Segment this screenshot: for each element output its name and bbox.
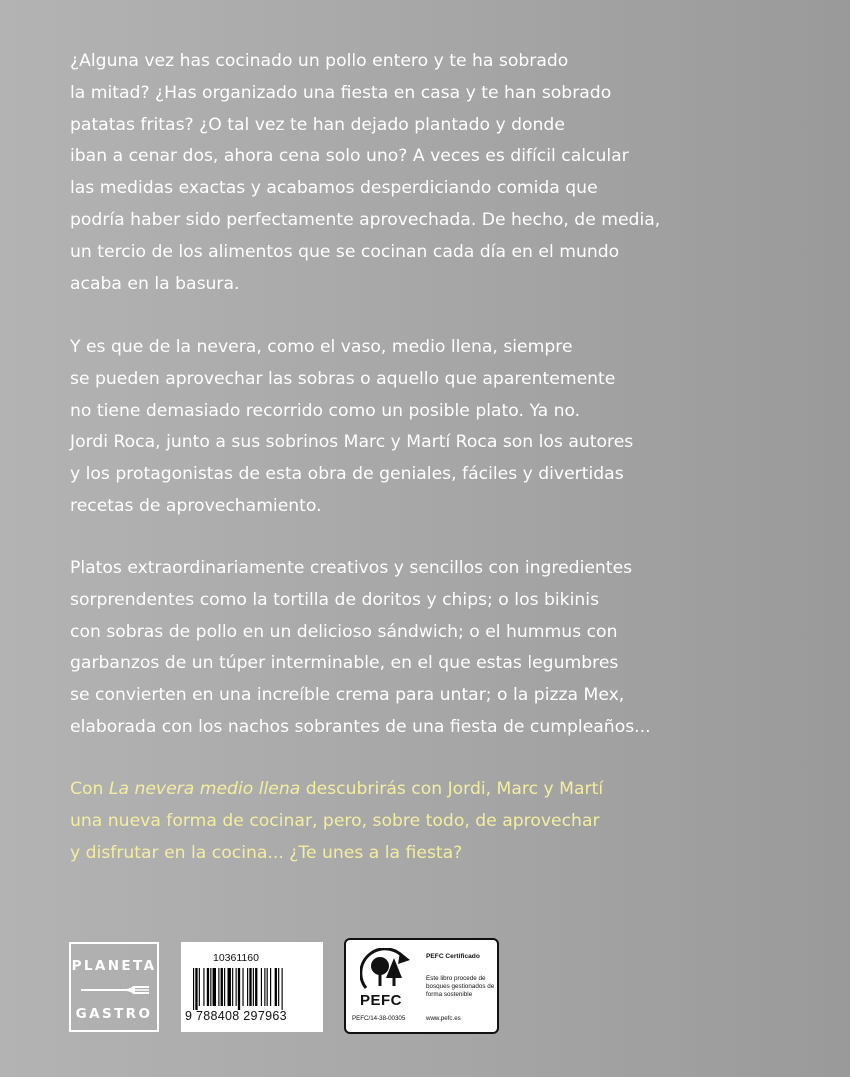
barcode-bar	[195, 968, 197, 1010]
barcode-bar	[261, 968, 262, 1006]
text-line: y los protagonistas de esta obra de geniales, fáciles y divertidas	[70, 464, 624, 485]
text-line: un tercio de los alimentos que se cocinan cada día en el mundo	[70, 241, 620, 262]
publisher-logo	[69, 942, 159, 1032]
text-fragment: descubrirás con Jordi, Marc y Martí	[300, 779, 604, 799]
barcode-bar	[203, 968, 204, 1006]
text-line: Y es que de la nevera, como el vaso, medio llena, siempre	[70, 337, 573, 357]
paragraph-authors	[70, 332, 650, 523]
paragraph-dishes	[70, 553, 650, 744]
barcode-bar	[224, 968, 225, 1006]
barcode-bar	[278, 968, 279, 1006]
text-line: con sobras de pollo en un delicioso sándwich; o el hummus con	[70, 621, 618, 642]
text-line: podría haber sido perfectamente aprovechada. De hecho, de media,	[70, 209, 661, 230]
text-line: iban a cenar dos, ahora cena solo uno? A veces es difícil calcular	[70, 146, 629, 167]
barcode-bar	[207, 968, 209, 1006]
barcode-bar	[253, 968, 254, 1006]
text-line: y disfrutar en la cocina... ¿Te unes a la fiesta?	[70, 842, 463, 863]
barcode-bar	[236, 968, 237, 1006]
fork-icon	[79, 982, 151, 998]
text-line: acaba en la basura.	[70, 273, 240, 294]
text-line: las medidas exactas y acabamos desperdiciando comida que	[70, 178, 598, 199]
trees-icon	[360, 948, 416, 992]
barcode-bar	[267, 968, 268, 1006]
text-line: se convierten en una increíble crema para untar; o la pizza Mex,	[70, 685, 625, 706]
barcode-bar	[282, 968, 283, 1010]
text-line: ¿Alguna vez has cocinado un pollo entero y te ha sobrado	[70, 51, 569, 71]
barcode-bar	[238, 968, 240, 1010]
barcode-bars	[193, 968, 311, 1010]
pefc-website: www.pefc.es	[426, 1015, 461, 1022]
barcode-bar	[270, 968, 271, 1006]
text-line: elaborada con los nachos sobrantes de una fiesta de cumpleaños...	[70, 716, 651, 737]
text-line: garbanzos de un túper interminable, en el que estas legumbres	[70, 653, 619, 674]
barcode-bar	[255, 968, 257, 1006]
pefc-description: Este libro procede de bosques gestionados de forma sostenible	[426, 975, 495, 999]
barcode	[181, 942, 323, 1032]
barcode-bar	[221, 968, 223, 1006]
text-line: se pueden aprovechar las sobras o aquello que aparentemente	[70, 368, 616, 389]
pefc-certified-label: PEFC Certificado	[426, 953, 480, 960]
barcode-bar	[210, 968, 211, 1006]
barcode-bar	[249, 968, 251, 1006]
text-line	[70, 774, 650, 806]
logo-word-bottom: GASTRO	[75, 1006, 153, 1022]
text-line: la mitad? ¿Has organizado una fiesta en casa y te han sobrado	[70, 82, 612, 103]
isbn-number: 9 788408 297963	[185, 1009, 287, 1023]
barcode-bar	[218, 968, 219, 1006]
barcode-bar	[232, 968, 233, 1006]
barcode-bar	[264, 968, 265, 1006]
barcode-bar	[275, 968, 277, 1006]
text-line: recetas de aprovechamiento.	[70, 495, 322, 516]
barcode-bar	[199, 968, 200, 1006]
text-line: Jordi Roca, junto a sus sobrinos Marc y Martí Roca son los autores	[70, 432, 634, 453]
barcode-bar	[193, 968, 194, 1010]
barcode-bar	[228, 968, 231, 1006]
barcode-code: 10361160	[213, 952, 259, 964]
pefc-certification	[344, 938, 499, 1034]
text-fragment: Con	[70, 779, 109, 799]
text-line: no tiene demasiado recorrido como un posible plato. Ya no.	[70, 400, 581, 421]
pefc-logo-text: PEFC	[360, 992, 403, 1009]
text-line: una nueva forma de cocinar, pero, sobre todo, de aprovechar	[70, 810, 600, 831]
barcode-bar	[242, 968, 243, 1006]
barcode-bar	[247, 968, 248, 1006]
logo-word-top: PLANETA	[71, 958, 157, 974]
paragraph-intro	[70, 46, 661, 300]
text-line: patatas fritas? ¿O tal vez te han dejado plantado y donde	[70, 114, 565, 135]
paragraph-closing	[70, 774, 650, 869]
barcode-bar	[213, 968, 216, 1006]
book-title: La nevera medio llena	[108, 779, 301, 799]
text-line: sorprendentes como la tortilla de doritos y chips; o los bikinis	[70, 589, 600, 610]
pefc-code: PEFC/14-38-00305	[352, 1015, 406, 1022]
text-line: Platos extraordinariamente creativos y sencillos con ingredientes	[70, 558, 633, 578]
